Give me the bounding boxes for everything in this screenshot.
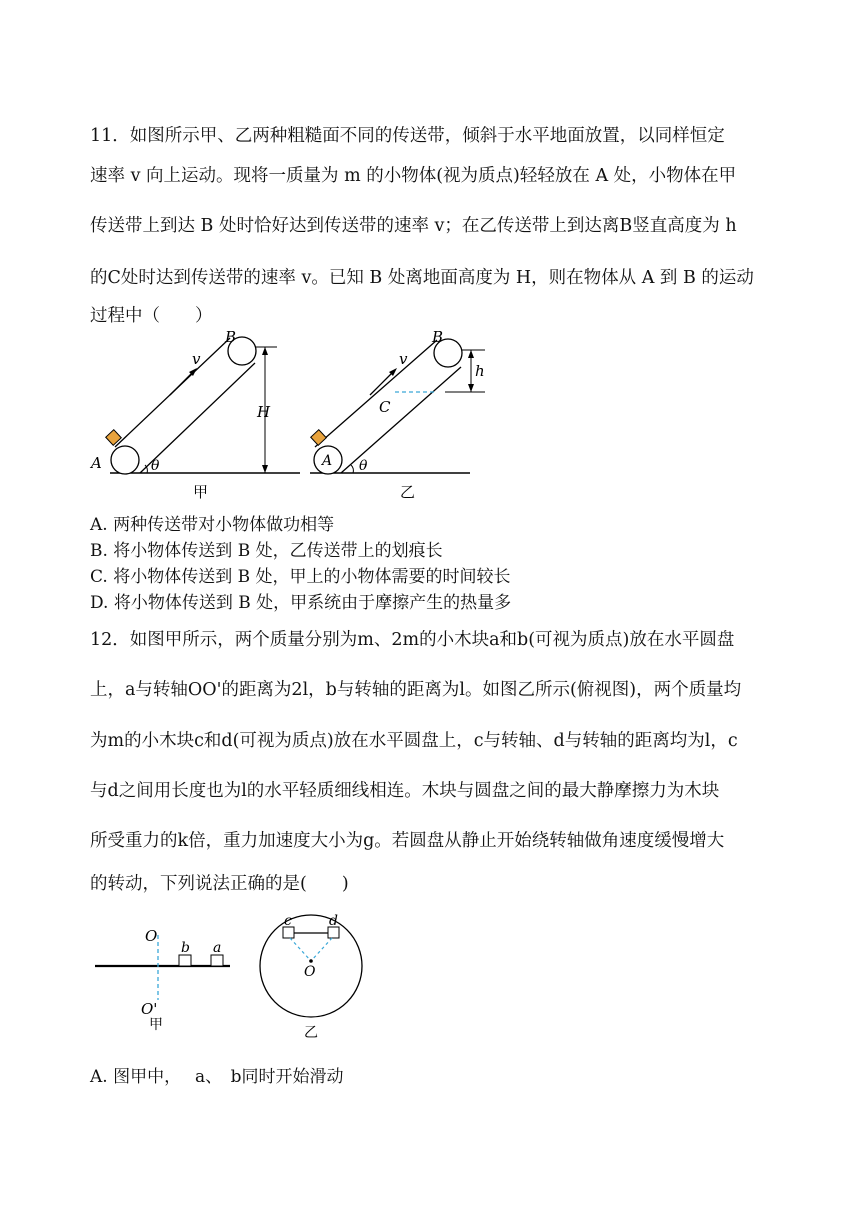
label-O-disk: O — [304, 964, 316, 980]
q11-line-4: 的C处时达到传送带的速率 v。已知 B 处离地面高度为 H，则在物体从 A 到 B 的运动 — [90, 268, 754, 288]
q12-option-a: A. 图甲中， a、 b同时开始滑动 — [90, 1067, 344, 1087]
q11-line-1: 11．如图所示甲、乙两种粗糙面不同的传送带，倾斜于水平地面放置，以同样恒定 — [90, 126, 725, 146]
q12-line-4: 与d之间用长度也为l的水平轻质细线相连。木块与圆盘之间的最大静摩擦力为木块 — [90, 781, 720, 801]
belt-diagram-jia — [89, 330, 300, 501]
q11-line-3: 传送带上到达 B 处时恰好达到传送带的速率 v；在乙传送带上到达离B竖直高度为 h — [90, 216, 737, 236]
caption-yi-12: 乙 — [304, 1025, 318, 1041]
label-v-yi: v — [399, 350, 408, 368]
q11-figure — [85, 330, 505, 505]
q12-line-6: 的转动，下列说法正确的是( ) — [90, 874, 349, 894]
caption-jia: 甲 — [193, 483, 209, 501]
label-c: c — [284, 913, 292, 929]
label-O-prime: O' — [141, 1000, 158, 1018]
q11-option-c: C. 将小物体传送到 B 处，甲上的小物体需要的时间较长 — [90, 567, 511, 587]
label-v-jia: v — [192, 350, 201, 368]
q11-line-2: 速率 v 向上运动。现将一质量为 m 的小物体(视为质点)轻轻放在 A 处，小物体在甲 — [90, 166, 737, 186]
label-b: b — [181, 940, 190, 956]
label-theta-yi: θ — [359, 458, 368, 474]
q12-line-3: 为m的小木块c和d(可视为质点)放在水平圆盘上，c与转轴、d与转轴的距离均为l，c — [90, 731, 738, 751]
caption-jia-12: 甲 — [149, 1017, 163, 1033]
q12-figure — [85, 905, 385, 1045]
q11-option-b: B. 将小物体传送到 B 处，乙传送带上的划痕长 — [90, 541, 443, 561]
label-H: H — [257, 403, 271, 421]
label-C: C — [379, 398, 391, 416]
q12-line-5: 所受重力的k倍，重力加速度大小为g。若圆盘从静止开始绕转轴做角速度缓慢增大 — [90, 831, 725, 851]
label-theta-jia: θ — [151, 458, 160, 474]
label-O-top: O — [145, 927, 158, 945]
label-a: a — [213, 940, 222, 956]
q11-line-5: 过程中（ ） — [90, 306, 213, 326]
label-d: d — [329, 913, 338, 929]
q12-line-2: 上，a与转轴OO'的距离为2l，b与转轴的距离为l。如图乙所示(俯视图)，两个质量均 — [90, 680, 742, 700]
disk-top-view-yi — [260, 913, 362, 1041]
q11-option-d: D. 将小物体传送到 B 处，甲系统由于摩擦产生的热量多 — [90, 593, 512, 613]
label-A-yi: A — [322, 453, 333, 469]
q12-line-1: 12．如图甲所示，两个质量分别为m、2m的小木块a和b(可视为质点)放在水平圆盘 — [90, 630, 735, 650]
label-A-jia: A — [91, 454, 102, 472]
belt-diagram-yi — [310, 330, 485, 501]
label-B-yi: B — [432, 330, 444, 346]
label-B-jia: B — [225, 330, 237, 346]
caption-yi: 乙 — [400, 483, 416, 501]
label-h: h — [475, 362, 485, 380]
disk-side-view-jia — [95, 927, 230, 1033]
q11-option-a: A. 两种传送带对小物体做功相等 — [90, 515, 335, 535]
